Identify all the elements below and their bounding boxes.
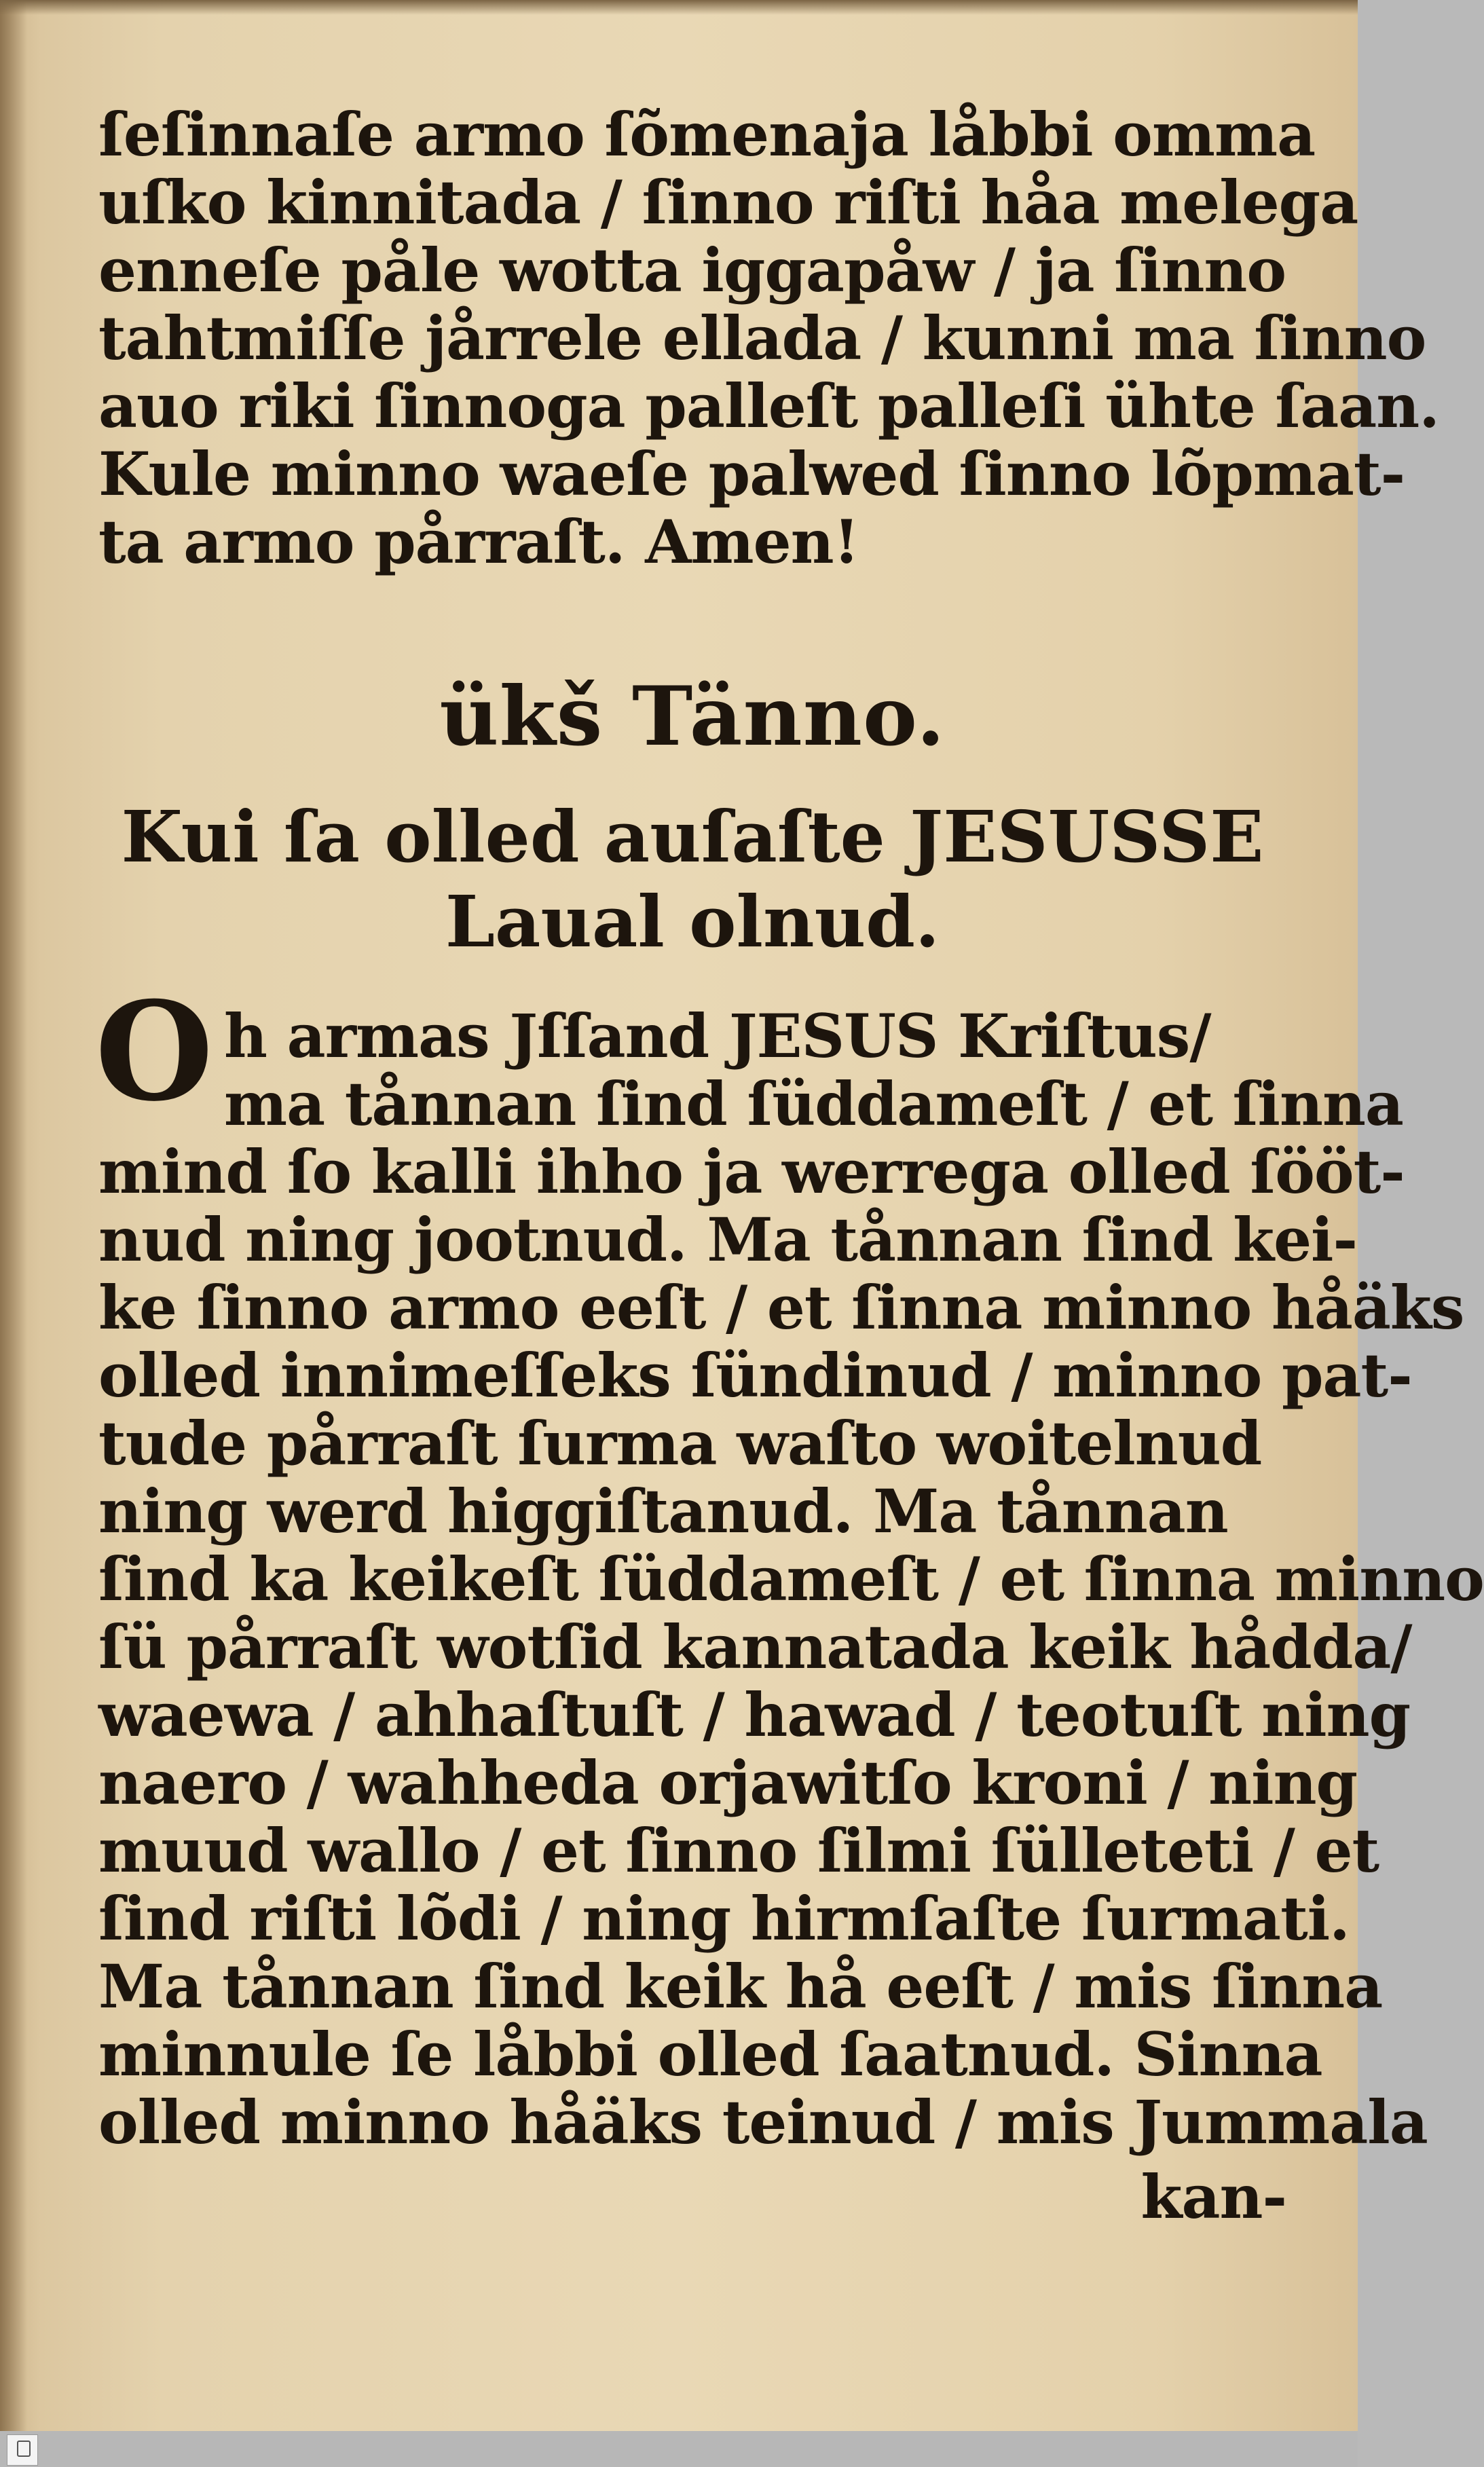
text-line: minnule ſe låbbi olled ſaatnud. Sinna xyxy=(98,2019,1322,2090)
text-line: enneſe påle wotta iggapåw / ja ſinno xyxy=(98,235,1286,305)
text-line: Ma tånnan ſind keik hå eeſt / mis ſinna xyxy=(98,1951,1383,2022)
text-line: tude pårraſt ſurma waſto woitelnud xyxy=(98,1408,1262,1479)
text-line: ſeſinnaſe armo ſõmenaja låbbi omma xyxy=(98,99,1316,170)
drop-cap: O xyxy=(95,972,214,1132)
text-line: ke ſinno armo eeſt / et ſinna minno håäks xyxy=(98,1272,1464,1343)
text-line: uſko kinnitada / ſinno riſti håa melega xyxy=(98,167,1358,238)
text-line: olled minno håäks teinud / mis Jummala xyxy=(98,2087,1428,2157)
text-line: nud ning jootnud. Ma tånnan ſind kei- xyxy=(98,1204,1358,1275)
text-line: olled innimeſſeks ſündinud / minno pat- xyxy=(98,1340,1412,1411)
text-line: ſind ka keikeſt ſüddameſt / et ſinna minno xyxy=(98,1544,1484,1614)
text-line: h armas Jſſand JESUS Kriſtus/ xyxy=(224,1001,1211,1071)
text-line: tahtmiſſe jårrele ellada / kunni ma ſinno xyxy=(98,303,1426,373)
text-line: Kule minno waeſe palwed ſinno lõpmat- xyxy=(98,439,1405,509)
text-line: naero / wahheda orjawitſo kroni / ning xyxy=(98,1747,1358,1818)
text-line: auo riki ſinnoga palleſt palleſi ühte ſaan. xyxy=(98,371,1439,441)
catchword: kan- xyxy=(1140,2162,1286,2232)
text-line: waewa / ahhaſtuſt / hawad / teotuſt ning xyxy=(98,1680,1411,1750)
text-line: ning werd higgiſtanud. Ma tånnan xyxy=(98,1476,1228,1546)
section-heading: ükš Tänno. xyxy=(439,669,946,764)
section-subheading: Laual olnud. xyxy=(445,880,940,963)
text-line: ta armo pårraſt. Amen! xyxy=(98,506,859,577)
text-line: mind ſo kalli ihho ja werrega olled ſööt- xyxy=(98,1136,1405,1207)
viewer-footer-strip xyxy=(0,2431,1358,2467)
text-line: muud wallo / et ſinno ſilmi ſülleteti / et xyxy=(98,1815,1379,1886)
section-subheading: Kui ſa olled auſaſte JESUSSE xyxy=(121,795,1264,878)
library-logo-icon xyxy=(7,2434,38,2466)
text-line: ſind riſti lõdi / ning hirmſaſte ſurmati. xyxy=(98,1883,1350,1954)
text-line: ma tånnan ſind ſüddameſt / et ſinna xyxy=(224,1069,1403,1139)
text-line: ſü pårraſt wotſid kannatada keik hådda/ xyxy=(98,1612,1412,1682)
